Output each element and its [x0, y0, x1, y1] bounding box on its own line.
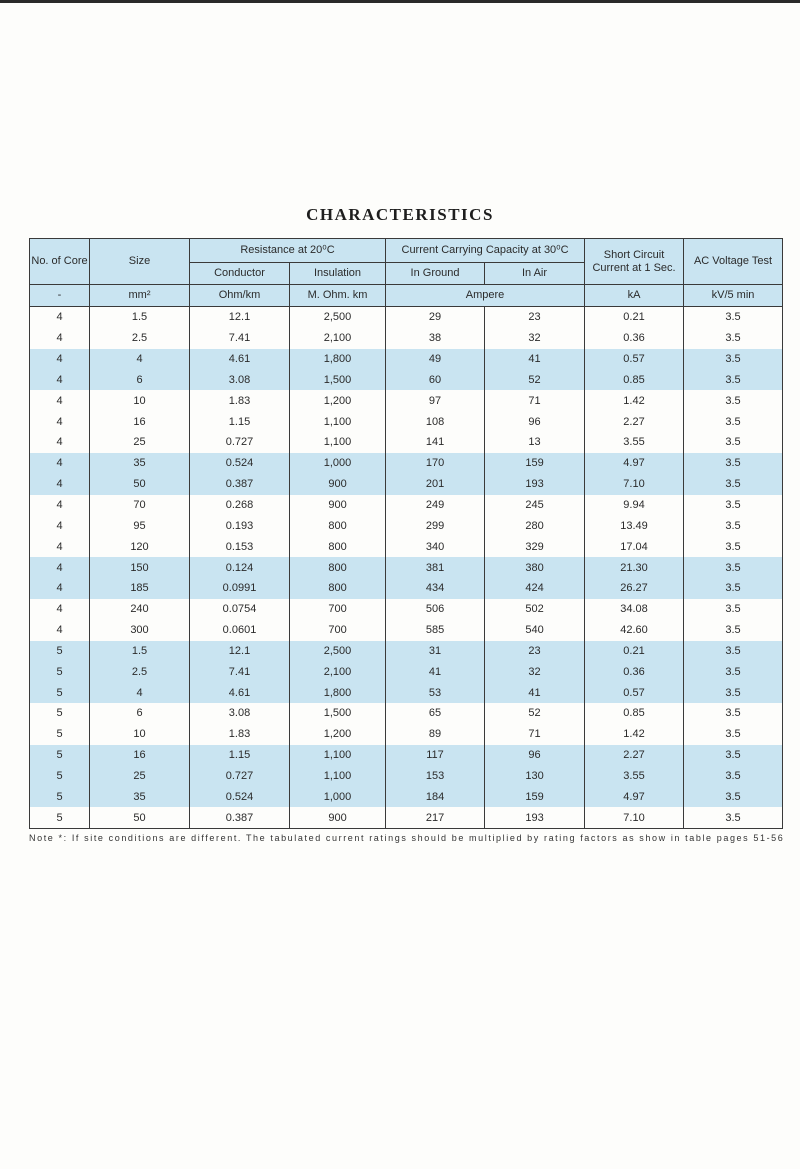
cell-ac-voltage: 3.5: [684, 370, 783, 391]
cell-insulation: 700: [290, 599, 386, 620]
cell-ac-voltage: 3.5: [684, 766, 783, 787]
cell-in-ground: 299: [386, 515, 485, 536]
cell-ac-voltage: 3.5: [684, 703, 783, 724]
cell-short-circuit: 34.08: [585, 599, 684, 620]
cell-short-circuit: 7.10: [585, 807, 684, 828]
cell-conductor: 0.153: [190, 536, 290, 557]
table-row: [30, 536, 783, 557]
cell-insulation: 1,000: [290, 786, 386, 807]
cell-size: 95: [90, 515, 190, 536]
cell-in-air: 41: [485, 682, 585, 703]
header-in-air: In Air: [485, 263, 585, 285]
cell-core: 4: [30, 536, 90, 557]
header-insulation: Insulation: [290, 263, 386, 285]
cell-in-air: 32: [485, 328, 585, 349]
cell-insulation: 1,800: [290, 349, 386, 370]
table-row: [30, 495, 783, 516]
cell-in-ground: 29: [386, 307, 485, 328]
cell-in-ground: 53: [386, 682, 485, 703]
cell-insulation: 1,000: [290, 453, 386, 474]
table-row: [30, 307, 783, 328]
characteristics-table: [29, 238, 783, 829]
cell-short-circuit: 4.97: [585, 786, 684, 807]
cell-insulation: 800: [290, 515, 386, 536]
table-row: [30, 328, 783, 349]
cell-ac-voltage: 3.5: [684, 495, 783, 516]
cell-size: 35: [90, 786, 190, 807]
cell-in-air: 540: [485, 620, 585, 641]
table-row: [30, 807, 783, 828]
cell-short-circuit: 0.57: [585, 682, 684, 703]
table-header: [30, 239, 783, 307]
cell-in-air: 130: [485, 766, 585, 787]
cell-ac-voltage: 3.5: [684, 328, 783, 349]
cell-ac-voltage: 3.5: [684, 349, 783, 370]
cell-ac-voltage: 3.5: [684, 453, 783, 474]
cell-conductor: 0.727: [190, 432, 290, 453]
cell-ac-voltage: 3.5: [684, 786, 783, 807]
cell-in-ground: 60: [386, 370, 485, 391]
cell-short-circuit: 3.55: [585, 766, 684, 787]
table-row: [30, 349, 783, 370]
cell-short-circuit: 26.27: [585, 578, 684, 599]
cell-in-air: 71: [485, 390, 585, 411]
cell-core: 4: [30, 411, 90, 432]
cell-conductor: 0.124: [190, 557, 290, 578]
cell-in-ground: 108: [386, 411, 485, 432]
unit-conductor: Ohm/km: [190, 285, 290, 307]
cell-in-air: 96: [485, 745, 585, 766]
cell-ac-voltage: 3.5: [684, 682, 783, 703]
cell-insulation: 1,200: [290, 390, 386, 411]
cell-insulation: 2,100: [290, 661, 386, 682]
cell-in-ground: 217: [386, 807, 485, 828]
cell-insulation: 1,100: [290, 411, 386, 432]
cell-size: 10: [90, 390, 190, 411]
unit-current: Ampere: [386, 285, 585, 307]
cell-in-ground: 506: [386, 599, 485, 620]
cell-size: 50: [90, 807, 190, 828]
cell-in-ground: 434: [386, 578, 485, 599]
cell-ac-voltage: 3.5: [684, 724, 783, 745]
table-row: [30, 390, 783, 411]
cell-conductor: 3.08: [190, 370, 290, 391]
cell-ac-voltage: 3.5: [684, 641, 783, 662]
cell-ac-voltage: 3.5: [684, 599, 783, 620]
cell-insulation: 900: [290, 807, 386, 828]
cell-in-air: 23: [485, 641, 585, 662]
cell-in-air: 502: [485, 599, 585, 620]
cell-core: 4: [30, 349, 90, 370]
header-in-ground: In Ground: [386, 263, 485, 285]
cell-conductor: 0.193: [190, 515, 290, 536]
cell-size: 300: [90, 620, 190, 641]
cell-ac-voltage: 3.5: [684, 807, 783, 828]
cell-insulation: 2,500: [290, 307, 386, 328]
cell-conductor: 0.0601: [190, 620, 290, 641]
cell-in-air: 23: [485, 307, 585, 328]
unit-insulation: M. Ohm. km: [290, 285, 386, 307]
cell-in-air: 193: [485, 474, 585, 495]
cell-size: 4: [90, 682, 190, 703]
cell-insulation: 900: [290, 474, 386, 495]
cell-conductor: 0.268: [190, 495, 290, 516]
cell-ac-voltage: 3.5: [684, 661, 783, 682]
table-row: [30, 474, 783, 495]
cell-insulation: 2,100: [290, 328, 386, 349]
cell-conductor: 0.524: [190, 453, 290, 474]
cell-short-circuit: 2.27: [585, 411, 684, 432]
cell-core: 4: [30, 474, 90, 495]
table-row: [30, 557, 783, 578]
cell-in-air: 96: [485, 411, 585, 432]
cell-in-ground: 340: [386, 536, 485, 557]
cell-core: 5: [30, 745, 90, 766]
cell-conductor: 7.41: [190, 328, 290, 349]
table-row: [30, 661, 783, 682]
cell-in-ground: 49: [386, 349, 485, 370]
table-row: [30, 786, 783, 807]
cell-core: 5: [30, 786, 90, 807]
cell-size: 25: [90, 432, 190, 453]
cell-short-circuit: 13.49: [585, 515, 684, 536]
cell-in-air: 159: [485, 453, 585, 474]
cell-ac-voltage: 3.5: [684, 578, 783, 599]
cell-insulation: 1,100: [290, 745, 386, 766]
table-row: [30, 411, 783, 432]
cell-in-ground: 170: [386, 453, 485, 474]
cell-in-ground: 117: [386, 745, 485, 766]
cell-short-circuit: 0.85: [585, 703, 684, 724]
cell-size: 50: [90, 474, 190, 495]
header-size: Size: [90, 239, 190, 285]
cell-conductor: 4.61: [190, 349, 290, 370]
cell-core: 5: [30, 703, 90, 724]
cell-ac-voltage: 3.5: [684, 557, 783, 578]
cell-insulation: 800: [290, 578, 386, 599]
cell-in-ground: 381: [386, 557, 485, 578]
cell-in-air: 52: [485, 703, 585, 724]
cell-conductor: 0.524: [190, 786, 290, 807]
table-body: [30, 307, 783, 829]
cell-size: 120: [90, 536, 190, 557]
cell-core: 4: [30, 307, 90, 328]
cell-ac-voltage: 3.5: [684, 307, 783, 328]
unit-short-circuit: kA: [585, 285, 684, 307]
table-row: [30, 745, 783, 766]
cell-size: 2.5: [90, 328, 190, 349]
cell-conductor: 12.1: [190, 641, 290, 662]
header-no-of-core: No. of Core: [30, 239, 90, 285]
cell-short-circuit: 2.27: [585, 745, 684, 766]
cell-conductor: 0.0991: [190, 578, 290, 599]
unit-no-of-core: -: [30, 285, 90, 307]
cell-short-circuit: 42.60: [585, 620, 684, 641]
cell-in-ground: 153: [386, 766, 485, 787]
cell-size: 25: [90, 766, 190, 787]
top-edge-rule: [0, 0, 800, 3]
cell-core: 4: [30, 578, 90, 599]
header-resistance-group: Resistance at 20⁰C: [190, 239, 386, 263]
cell-in-air: 71: [485, 724, 585, 745]
cell-ac-voltage: 3.5: [684, 474, 783, 495]
cell-ac-voltage: 3.5: [684, 432, 783, 453]
cell-insulation: 800: [290, 536, 386, 557]
cell-short-circuit: 21.30: [585, 557, 684, 578]
cell-in-air: 32: [485, 661, 585, 682]
cell-short-circuit: 3.55: [585, 432, 684, 453]
cell-ac-voltage: 3.5: [684, 390, 783, 411]
cell-in-air: 41: [485, 349, 585, 370]
cell-core: 4: [30, 453, 90, 474]
table-row: [30, 620, 783, 641]
cell-in-ground: 89: [386, 724, 485, 745]
cell-conductor: 0.0754: [190, 599, 290, 620]
cell-size: 240: [90, 599, 190, 620]
cell-insulation: 900: [290, 495, 386, 516]
cell-core: 5: [30, 641, 90, 662]
table-row: [30, 370, 783, 391]
cell-in-air: 280: [485, 515, 585, 536]
cell-core: 4: [30, 495, 90, 516]
cell-in-air: 329: [485, 536, 585, 557]
cell-core: 5: [30, 724, 90, 745]
cell-conductor: 0.727: [190, 766, 290, 787]
page-title: CHARACTERISTICS: [306, 205, 494, 224]
cell-ac-voltage: 3.5: [684, 620, 783, 641]
cell-ac-voltage: 3.5: [684, 411, 783, 432]
cell-in-air: 159: [485, 786, 585, 807]
cell-size: 16: [90, 411, 190, 432]
cell-in-ground: 249: [386, 495, 485, 516]
cell-in-ground: 65: [386, 703, 485, 724]
cell-short-circuit: 0.85: [585, 370, 684, 391]
cell-insulation: 1,200: [290, 724, 386, 745]
cell-conductor: 1.15: [190, 411, 290, 432]
cell-in-ground: 97: [386, 390, 485, 411]
unit-ac-voltage: kV/5 min: [684, 285, 783, 307]
cell-size: 2.5: [90, 661, 190, 682]
header-ac-voltage: AC Voltage Test: [684, 239, 783, 285]
cell-in-ground: 201: [386, 474, 485, 495]
cell-ac-voltage: 3.5: [684, 536, 783, 557]
cell-core: 4: [30, 557, 90, 578]
cell-size: 150: [90, 557, 190, 578]
cell-core: 4: [30, 432, 90, 453]
cell-short-circuit: 1.42: [585, 724, 684, 745]
cell-in-air: 380: [485, 557, 585, 578]
cell-size: 185: [90, 578, 190, 599]
header-conductor: Conductor: [190, 263, 290, 285]
cell-core: 4: [30, 390, 90, 411]
header-short-circuit: Short Circuit Current at 1 Sec.: [585, 239, 684, 285]
cell-size: 35: [90, 453, 190, 474]
cell-conductor: 1.83: [190, 724, 290, 745]
cell-insulation: 1,800: [290, 682, 386, 703]
cell-in-air: 52: [485, 370, 585, 391]
cell-conductor: 4.61: [190, 682, 290, 703]
cell-core: 4: [30, 620, 90, 641]
table-row: [30, 766, 783, 787]
cell-size: 1.5: [90, 307, 190, 328]
cell-insulation: 800: [290, 557, 386, 578]
cell-core: 5: [30, 682, 90, 703]
cell-in-ground: 31: [386, 641, 485, 662]
cell-size: 10: [90, 724, 190, 745]
table-row: [30, 515, 783, 536]
cell-in-air: 424: [485, 578, 585, 599]
cell-conductor: 0.387: [190, 807, 290, 828]
table-row: [30, 453, 783, 474]
cell-in-ground: 41: [386, 661, 485, 682]
cell-size: 1.5: [90, 641, 190, 662]
cell-ac-voltage: 3.5: [684, 515, 783, 536]
cell-ac-voltage: 3.5: [684, 745, 783, 766]
cell-conductor: 12.1: [190, 307, 290, 328]
cell-short-circuit: 0.21: [585, 641, 684, 662]
header-current-group: Current Carrying Capacity at 30⁰C: [386, 239, 585, 263]
cell-core: 5: [30, 766, 90, 787]
cell-insulation: 1,100: [290, 766, 386, 787]
cell-core: 4: [30, 599, 90, 620]
cell-in-air: 13: [485, 432, 585, 453]
table-row: [30, 724, 783, 745]
table-row: [30, 703, 783, 724]
cell-in-air: 193: [485, 807, 585, 828]
cell-insulation: 1,500: [290, 370, 386, 391]
cell-in-air: 245: [485, 495, 585, 516]
cell-core: 5: [30, 661, 90, 682]
cell-conductor: 7.41: [190, 661, 290, 682]
cell-short-circuit: 17.04: [585, 536, 684, 557]
table-row: [30, 432, 783, 453]
table-row: [30, 599, 783, 620]
cell-short-circuit: 0.21: [585, 307, 684, 328]
cell-short-circuit: 1.42: [585, 390, 684, 411]
cell-size: 6: [90, 703, 190, 724]
unit-size: mm²: [90, 285, 190, 307]
table-row: [30, 641, 783, 662]
cell-short-circuit: 0.57: [585, 349, 684, 370]
cell-in-ground: 585: [386, 620, 485, 641]
cell-short-circuit: 7.10: [585, 474, 684, 495]
cell-short-circuit: 4.97: [585, 453, 684, 474]
cell-core: 4: [30, 515, 90, 536]
cell-core: 5: [30, 807, 90, 828]
cell-size: 4: [90, 349, 190, 370]
cell-conductor: 3.08: [190, 703, 290, 724]
cell-short-circuit: 0.36: [585, 661, 684, 682]
footnote: Note *: If site conditions are different. The tabulated current ratings should be multiplied by rating factors as show in table pages 51-56: [29, 833, 785, 843]
cell-insulation: 700: [290, 620, 386, 641]
cell-insulation: 1,500: [290, 703, 386, 724]
cell-size: 16: [90, 745, 190, 766]
cell-short-circuit: 0.36: [585, 328, 684, 349]
cell-size: 70: [90, 495, 190, 516]
cell-in-ground: 38: [386, 328, 485, 349]
cell-short-circuit: 9.94: [585, 495, 684, 516]
cell-in-ground: 141: [386, 432, 485, 453]
table-row: [30, 682, 783, 703]
cell-conductor: 1.83: [190, 390, 290, 411]
cell-core: 4: [30, 370, 90, 391]
cell-core: 4: [30, 328, 90, 349]
cell-insulation: 2,500: [290, 641, 386, 662]
cell-in-ground: 184: [386, 786, 485, 807]
cell-size: 6: [90, 370, 190, 391]
cell-conductor: 1.15: [190, 745, 290, 766]
table-row: [30, 578, 783, 599]
cell-insulation: 1,100: [290, 432, 386, 453]
cell-conductor: 0.387: [190, 474, 290, 495]
